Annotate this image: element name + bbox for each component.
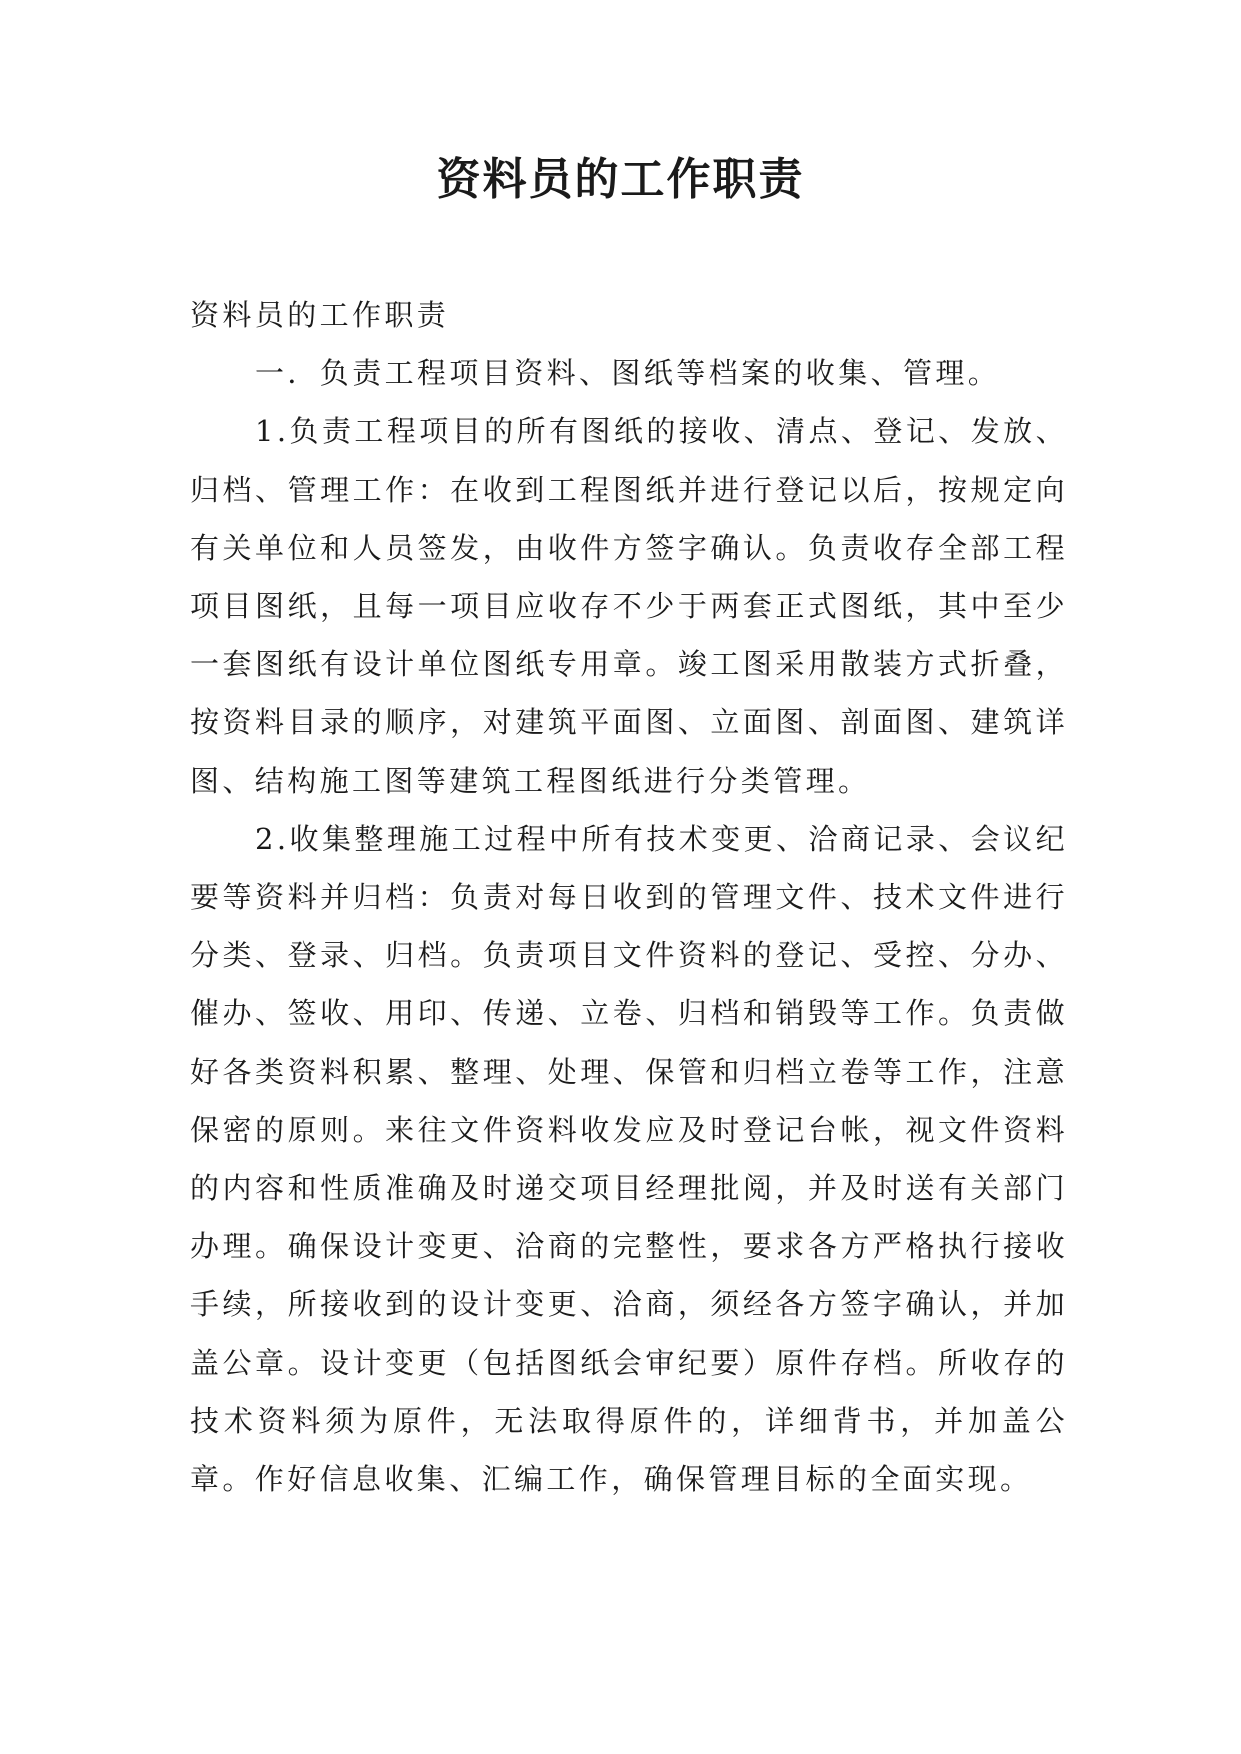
section-heading-1: 一．负责工程项目资料、图纸等档案的收集、管理。 <box>255 356 1001 391</box>
document-title: 资料员的工作职责 <box>436 154 805 205</box>
document-subtitle: 资料员的工作职责 <box>190 298 450 332</box>
document-body <box>190 286 1068 1508</box>
paragraph-item-1: 1.负责工程项目的所有图纸的接收、清点、登记、发放、归档、管理工作：在收到工程图纸并进行登记以后，按规定向有关单位和人员签发，由收件方签字确认。负责收存全部工程项目图纸，且每一项目应收存不少于两套正式图纸，其中至少一套图纸有设计单位图纸专用章。竣工图采用散装方式折叠，按资料目录的顺序，对建筑平面图、立面图、剖面图、建筑详图、结构施工图等建筑工程图纸进行分类管理。 <box>190 414 1068 798</box>
paragraph-item-2: 2.收集整理施工过程中所有技术变更、洽商记录、会议纪要等资料并归档：负责对每日收到的管理文件、技术文件进行分类、登录、归档。负责项目文件资料的登记、受控、分办、催办、签收、用印、传递、立卷、归档和销毁等工作。负责做好各类资料积累、整理、处理、保管和归档立卷等工作，注意保密的原则。来往文件资料收发应及时登记台帐，视文件资料的内容和性质准确及时递交项目经理批阅，并及时送有关部门办理。确保设计变更、洽商的完整性，要求各方严格执行接收手续，所接收到的设计变更、洽商，须经各方签字确认，并加盖公章。设计变更（包括图纸会审纪要）原件存档。所收存的技术资料须为原件，无法取得原件的，详细背书，并加盖公章。作好信息收集、汇编工作，确保管理目标的全面实现。 <box>190 821 1068 1497</box>
